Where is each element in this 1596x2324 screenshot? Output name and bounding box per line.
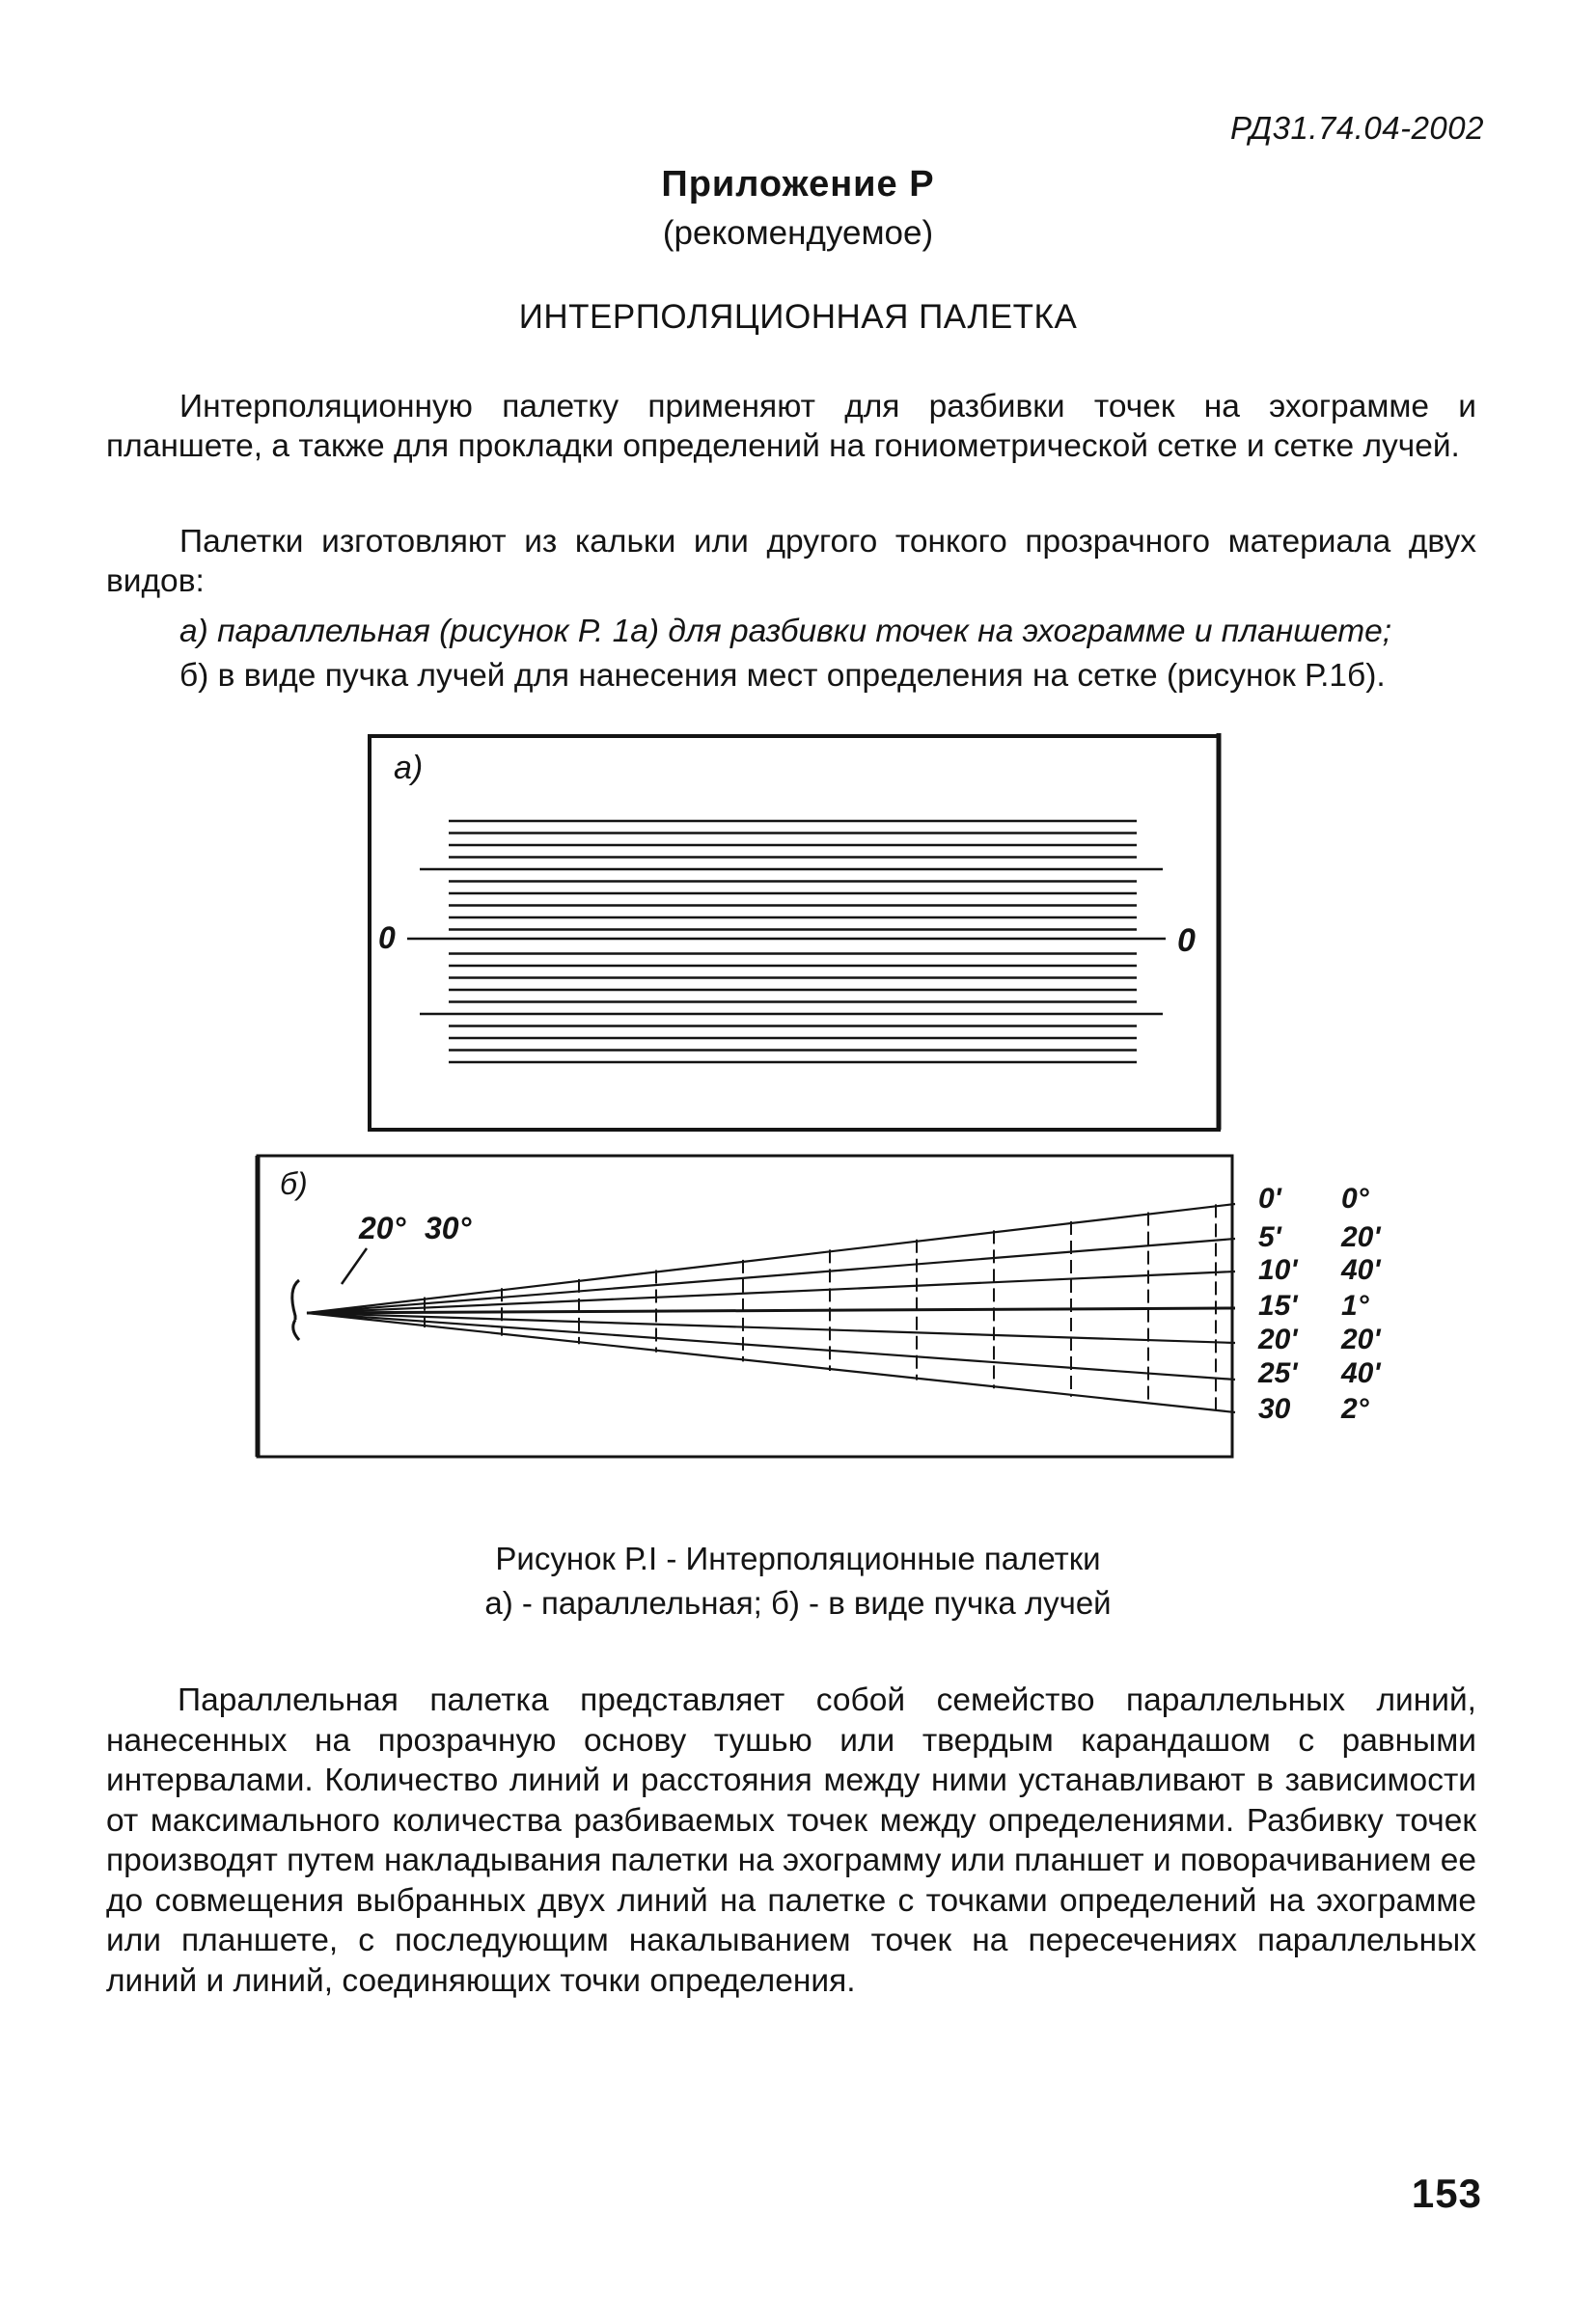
section-title: ИНТЕРПОЛЯЦИОННАЯ ПАЛЕТКА <box>518 298 1078 336</box>
ray-line <box>307 1313 1235 1380</box>
degree-scale-label: 2° <box>1341 1393 1369 1425</box>
page-number: 153 <box>1411 2171 1482 2216</box>
minute-scale-label: 20' <box>1258 1324 1298 1355</box>
minute-scale-labels <box>1257 1183 1298 1425</box>
minute-scale-label: 25' <box>1258 1357 1298 1389</box>
minute-scale-label: 15' <box>1258 1290 1298 1322</box>
figure-a-frame <box>370 736 1219 1130</box>
figure-parallel-palette <box>367 733 1235 1138</box>
origin-bracket <box>292 1280 299 1340</box>
paragraph-parallel-description: Параллельная палетка представляет собой семейство параллельных линий, нанесенных на прозрачную основу тушью или твердым карандашом с равными интервалами. Количество линий и расстояния между ними устанавливают в зависимости от максимального количества разбиваемых точек между определениями. Разбивку точек производят путем накладывания палетки на эхограмму или планшет и поворачиванием ее до совмещения выбранных двух линий на палетке с точками определений на эхограмме или планшете, с последующим накалыванием точек на пересечениях параллельных линий и линий, соединяющих точки определения. <box>106 1682 1476 1999</box>
paragraph-purpose: Интерполяционную палетку применяют для разбивки точек на эхограмме и планшете, а также для прокладки определений на гониометрической сетке и сетке лучей. <box>106 389 1476 464</box>
list-item-ray-bundle: б) в виде пучка лучей для нанесения мест определения на сетке (рисунок Р.1б). <box>179 658 1386 694</box>
ray-line <box>307 1271 1235 1313</box>
paragraph-materials: Палетки изготовляют из кальки или другого тонкого прозрачного материала двух видов: <box>106 524 1476 599</box>
degree-scale-labels <box>1340 1183 1381 1425</box>
axis-label-right: 0 <box>1177 922 1196 959</box>
ray-line <box>307 1308 1235 1313</box>
figure-b-label: б) <box>280 1166 308 1201</box>
document-number: РД31.74.04-2002 <box>1229 110 1484 146</box>
degree-scale-label: 1° <box>1341 1290 1369 1322</box>
minute-scale-label: 0' <box>1258 1183 1281 1215</box>
degree-scale-label: 0° <box>1341 1183 1369 1215</box>
appendix-status: (рекомендуемое) <box>662 214 934 252</box>
degree-scale-label: 40' <box>1341 1357 1381 1389</box>
figure-caption-legend: а) - параллельная; б) - в виде пучка лучей <box>484 1585 1112 1621</box>
figure-a-label: а) <box>394 750 424 786</box>
ray-line <box>307 1239 1235 1313</box>
figure-ray-bundle-palette <box>251 1154 1409 1472</box>
list-item-parallel: а) параллельная (рисунок Р. 1а) для разбивки точек на эхограмме и планшете; <box>179 614 1392 649</box>
axis-label-left: 0 <box>378 920 396 955</box>
figure-caption: Рисунок Р.I - Интерполяционные палетки <box>495 1541 1101 1576</box>
degree-scale-label: 20' <box>1341 1221 1381 1253</box>
parallel-lines <box>420 821 1163 1062</box>
minute-scale-label: 30 <box>1258 1393 1291 1425</box>
minute-scale-label: 5' <box>1258 1221 1281 1253</box>
degree-scale-label: 40' <box>1341 1254 1381 1286</box>
degree-scale-label: 20' <box>1341 1324 1381 1355</box>
angle-label-20: 20° <box>359 1211 406 1245</box>
angle-leader <box>342 1248 367 1284</box>
angle-label-30: 30° <box>425 1211 472 1245</box>
minute-scale-label: 10' <box>1258 1254 1298 1286</box>
appendix-title: Приложение Р <box>661 164 935 205</box>
